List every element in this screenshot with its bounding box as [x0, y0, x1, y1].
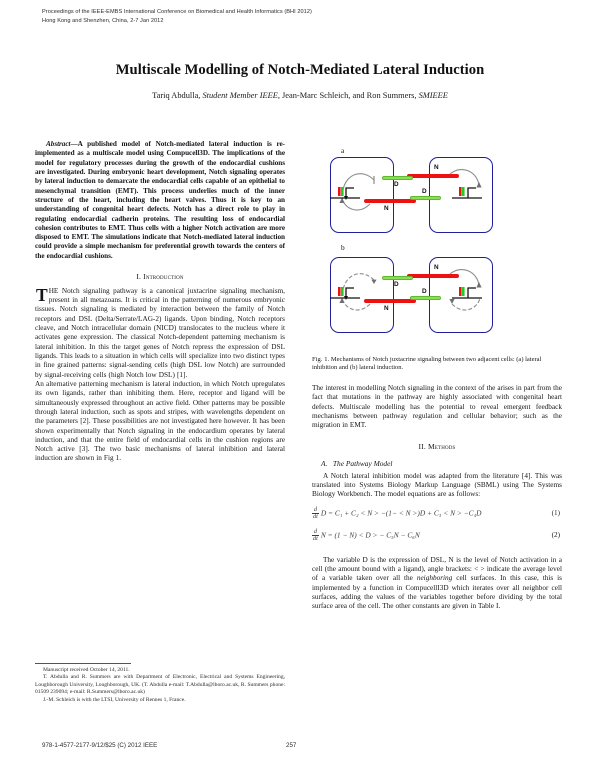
panel-b-left-arrowhead-bottom	[339, 298, 344, 303]
panel-a-notch-label-upper: N	[434, 164, 439, 171]
equation-2	[312, 529, 420, 543]
author-name-1: Tariq Abdulla,	[152, 90, 201, 100]
right-paragraph-3-part1: The variable D is the expression of DSL, N is the level of Notch activation in a cell (the amount bound with a ligand), angle brackets: < > indicate the average level of a variable taken over all the	[312, 555, 562, 583]
figure-1-caption-tag: Fig. 1.	[312, 356, 330, 363]
panel-b-right-arc-top	[450, 270, 479, 286]
equation-2-numerator: d	[313, 527, 317, 535]
figure-panel-a-label: a	[341, 146, 345, 155]
equation-2-derivative	[312, 529, 319, 543]
panel-b-left-arc-bottom	[342, 298, 370, 310]
author-list	[40, 91, 560, 102]
equation-2-denominator: dt	[313, 535, 318, 543]
page-title: Multiscale Modelling of Notch-Mediated Lateral Induction	[115, 62, 485, 78]
panel-a-dsl-label-lower: D	[422, 188, 427, 195]
footnote-divider	[35, 663, 131, 664]
title-block	[40, 62, 560, 101]
subsection-title: The Pathway Model	[332, 459, 393, 469]
abstract-lead-in: Abstract—	[46, 140, 78, 148]
conference-header	[42, 8, 562, 25]
equation-1-number: (1)	[551, 508, 560, 517]
intro-paragraph-1-text: HE Notch signaling pathway is a canonical juxtacrine signaling mechanism, present in all metazoans. It is critical in the patterning of numerous embryonic tissues. Notch signaling is mediated by interaction between the family of Notch receptors and DSL (Delta/Serrate/LAG-2) ligands. Upon binding, Notch receptors cleave, and Notch intracellular domain (NICD) translocates to the nucleus where it activates gene expression. The classical Notch-dependent patterning mechanism is lateral inhibition. In this the target genes of Notch repress the expression of DSL ligands. This leads to a situation in which cells will specialize into two distinct types in fine grained patterns: signal-sending cells (high DSL low Notch) are surrounded by signal-receiving cells (high Notch low DSL) [1].	[35, 286, 285, 379]
right-paragraph-3	[312, 556, 562, 612]
panel-b-dsl-label-upper: D	[394, 281, 399, 288]
author-name-2: Jean-Marc Schleich, and Ron Summers,	[279, 90, 417, 100]
panel-b-left-promoter-icon	[330, 287, 360, 300]
right-paragraph-2: A Notch lateral inhibition model was adapted from the literature [4]. This was translated into Systems Biology Markup Language (SBML) using The Systems Biology Workbench. The model equations are as follows:	[312, 471, 562, 499]
abstract-text: A published model of Notch-mediated lateral induction is re-implemented as a multiscale model using Compucell3D. The implications of the model for regulatory processes during the growth of the endocardial cushions are investigated. During embryonic heart development, Notch signaling operates by lateral induction to demarcate the endocardial cells capable of an epithelial to mesenchymal transition (EMT). This process underlies much of the inner structure of the heart, including the heart valves. Thus it is key to an understanding of congenital heart defects. Notch has a direct role to play in regulating endocardial cadherin proteins. The resulting loss of endocardial cohesion contributes to EMT. Thus cells with a higher Notch activation are more disposed to EMT. The simulations indicate that Notch-mediated lateral induction could provide a simple mechanism for preferential growth towards the centers of the endocardial cushions.	[35, 140, 285, 260]
figure-1-caption-text: Mechanisms of Notch juxtacrine signaling between two adjacent cells: (a) lateral inhibition and (b) lateral induction.	[312, 356, 542, 372]
panel-b-right-promoter-icon	[452, 287, 482, 298]
figure-1-caption	[312, 356, 562, 373]
panel-b-right-arrowhead-top	[476, 282, 481, 288]
drop-cap: T	[36, 284, 48, 305]
panel-b-signaling-arrows	[312, 146, 562, 356]
panel-b-right-arc-bottom	[452, 298, 480, 310]
equation-1-denominator: dt	[313, 513, 318, 521]
right-column	[312, 384, 562, 612]
figure-panel-b-label: b	[341, 243, 345, 252]
author-affiliation-2: SMIEEE	[418, 90, 448, 100]
panel-b-dsl-label-lower: D	[422, 288, 427, 295]
conference-header-line1: Proceedings of the IEEE-EMBS International Conference on Biomedical and Health Informatics (BHI 2012)	[42, 9, 312, 15]
panel-b-notch-label-lower: N	[384, 305, 389, 312]
footnote-line-1: Manuscript received October 14, 2011.	[43, 667, 130, 673]
equation-1	[312, 507, 482, 521]
intro-paragraph-2: An alternative patterning mechanism is lateral induction, in which Notch upregulates its own ligands, rather than inhibiting them. Here, receptor and ligand will be simultaneously expressed throughout an active field. Other patterns may be possible through lateral induction, such as spots and stripes, with wavelengths dependent on the parameters [2]. These possibilities are not investigated here however. It has been shown experimentally that Notch signaling in the endocardium operates by lateral induction, and that the entire field of endocardial cells in the cushion regions are Notch active [3]. The two basic mechanisms of lateral inhibition and lateral induction are shown in Fig 1.	[35, 379, 285, 463]
footnote-block	[35, 663, 285, 704]
equation-1-body: D = C₁ + C₂ < N > −(1− < N >)D + C₃ < N > −C₄D	[320, 508, 482, 518]
figure-1	[312, 146, 562, 356]
left-column	[35, 140, 285, 464]
right-paragraph-3-emphasis: neighboring	[416, 574, 453, 583]
panel-b-notch-label-upper: N	[434, 264, 439, 271]
equation-2-body: N = (1 − N) < D > − C₅N − C₆N	[320, 530, 420, 540]
intro-paragraph-1	[35, 284, 285, 380]
subsection-heading-pathway-model	[312, 459, 562, 469]
footer-page-number: 257	[286, 742, 297, 749]
panel-b-right-arrowhead-bottom	[449, 299, 454, 304]
figure-1-canvas	[312, 146, 562, 356]
panel-a-dsl-label-upper: D	[394, 181, 399, 188]
conference-header-line2: Hong Kong and Shenzhen, China, 2-7 Jan 2012	[42, 17, 164, 24]
right-paragraph-3-part2: cell surfaces. In this case, this is implemented by a function in CompucellI3D which iterates over all neighbor cell surfaces, adding the values of the variables together before dividing by the total surface area of the cell. The other constants are given in Table I.	[312, 574, 562, 611]
section-heading-introduction: I. Introduction	[136, 272, 184, 282]
equation-1-derivative	[312, 507, 319, 521]
footnote-line-3: J.-M. Schleich is with the LTSI, University of Rennes 1, France.	[43, 696, 186, 703]
footer-isbn: 978-1-4577-2177-9/12/$25 (C) 2012 IEEE	[42, 742, 158, 749]
section-heading-methods: II. Methods	[418, 441, 456, 451]
subsection-label: A.	[321, 459, 328, 469]
author-affiliation-1: Student Member IEEE,	[202, 90, 280, 100]
footnote-line-2: T. Abdulla and R. Summers are with Department of Electronic, Electrical and Systems Engineering, Loughborough University, Loughborough, UK. (T. Abdulla e-mail: T.Abdulla@lboro.ac.uk, R. Summers phone: 01509 239094; e-mail: R.Summers@lboro.ac.uk)	[35, 674, 285, 696]
equation-2-number: (2)	[551, 530, 560, 539]
abstract	[35, 140, 285, 261]
right-paragraph-1: The interest in modelling Notch signaling in the context of the arises in part from the fact that mutations in the pathway are highly associated with congenital heart defects. Multiscale modelling has the potential to reveal emergent feedback mechanisms between pathway regulation and cellular behavior; such as the migration in EMT.	[312, 384, 562, 430]
panel-b-left-arrowhead-top	[371, 280, 376, 284]
equation-1-numerator: d	[313, 505, 317, 513]
equation-block	[312, 507, 562, 549]
panel-a-notch-label-lower: N	[384, 205, 389, 212]
